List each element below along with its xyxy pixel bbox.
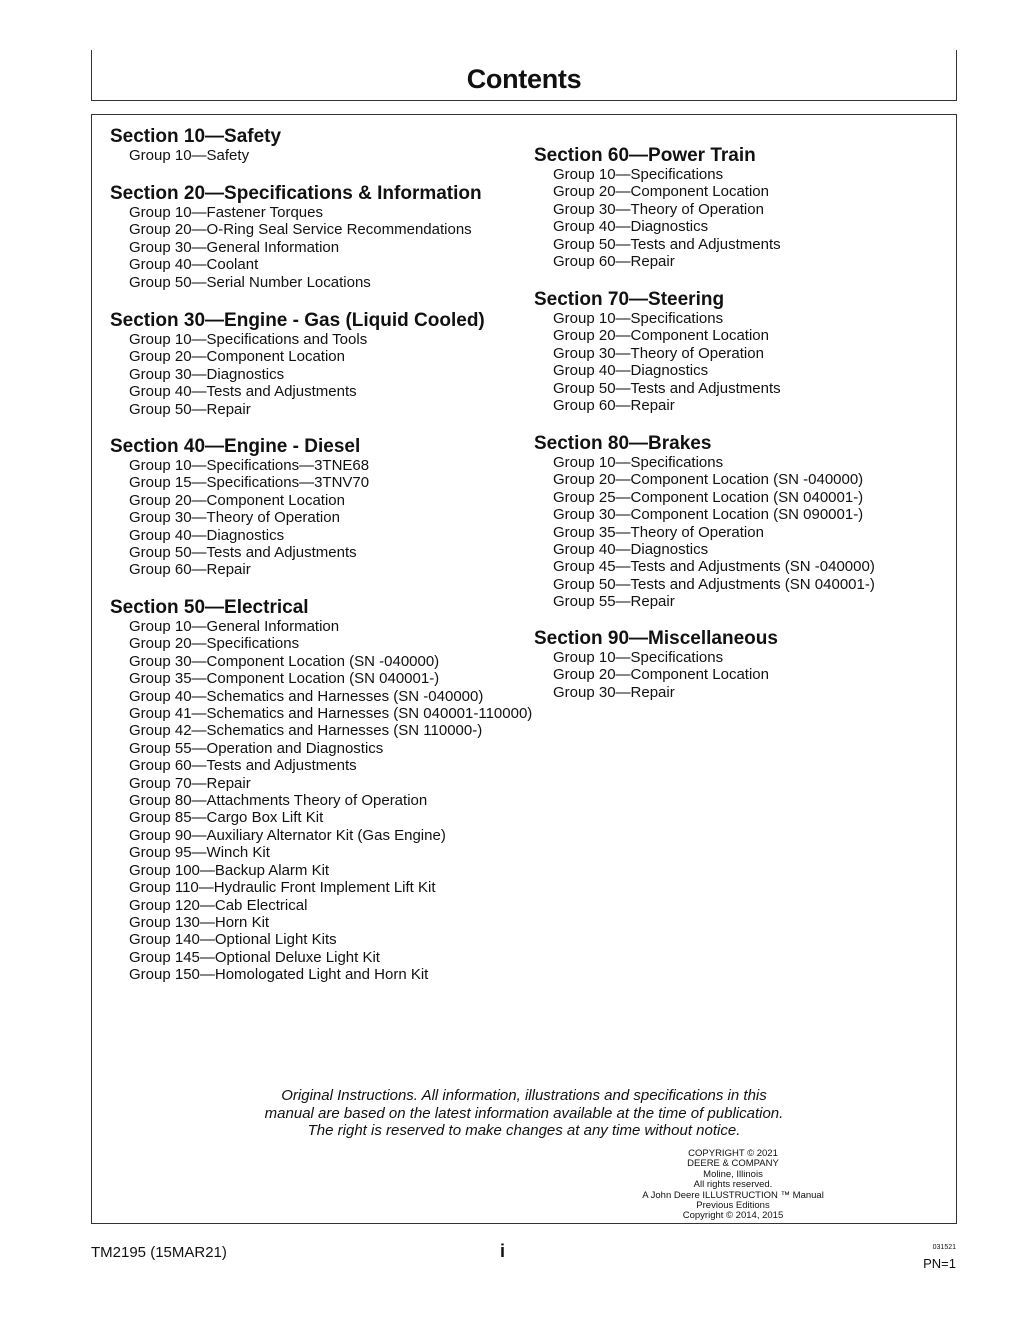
toc-group-entry[interactable]: Group 50—Serial Number Locations <box>129 273 371 291</box>
toc-group-entry[interactable]: Group 50—Tests and Adjustments <box>129 544 357 562</box>
toc-group-entry[interactable]: Group 20—Component Location <box>553 183 769 201</box>
toc-group-entry[interactable]: Group 40—Diagnostics <box>553 362 709 380</box>
copyright-block <box>602 1149 864 1222</box>
toc-section <box>110 183 482 291</box>
page-number: i <box>500 1241 506 1261</box>
toc-section <box>110 597 564 984</box>
section-title[interactable]: Section 20—Specifications & Information <box>110 183 482 204</box>
toc-group-entry[interactable]: Group 40—Diagnostics <box>553 218 709 236</box>
toc-group-entry[interactable]: Group 120—Cab Electrical <box>129 896 308 914</box>
page-pn: PN=1 <box>923 1256 956 1271</box>
toc-group-entry[interactable]: Group 10—Specifications <box>553 310 724 327</box>
toc-group-entry[interactable]: Group 41—Schematics and Harnesses (SN 040001-110000) <box>129 705 533 723</box>
toc-group-entry[interactable]: Group 25—Component Location (SN 040001-) <box>553 488 864 506</box>
toc-group-entry[interactable]: Group 10—Specifications <box>553 454 724 471</box>
section-title[interactable]: Section 50—Electrical <box>110 597 309 618</box>
toc-group-entry[interactable]: Group 100—Backup Alarm Kit <box>129 861 330 879</box>
section-title[interactable]: Section 40—Engine - Diesel <box>110 436 361 457</box>
page-title: Contents <box>466 64 582 94</box>
original-instructions-notice <box>92 1087 956 1140</box>
copyright-line: All rights reserved. <box>693 1179 773 1191</box>
section-title[interactable]: Section 70—Steering <box>534 289 725 310</box>
toc-group-entry[interactable]: Group 95—Winch Kit <box>129 844 270 862</box>
toc-group-entry[interactable]: Group 30—Component Location (SN -040000) <box>129 652 440 670</box>
notice-line: manual are based on the latest information available at the time of publication. <box>264 1104 784 1122</box>
toc-group-entry[interactable]: Group 20—Specifications <box>129 635 300 653</box>
toc-group-entry[interactable]: Group 50—Tests and Adjustments (SN 040001-) <box>553 575 875 593</box>
section-title[interactable]: Section 80—Brakes <box>534 433 712 454</box>
toc-group-entry[interactable]: Group 10—Safety <box>129 147 250 164</box>
toc-group-entry[interactable]: Group 130—Horn Kit <box>129 913 270 931</box>
notice-line: Original Instructions. All information, illustrations and specifications in this <box>281 1087 767 1104</box>
footer-code: 031521 <box>932 1244 956 1251</box>
toc-group-entry[interactable]: Group 40—Schematics and Harnesses (SN -040000) <box>129 687 484 705</box>
page-header <box>91 50 957 101</box>
copyright-line: COPYRIGHT © 2021 <box>688 1148 778 1159</box>
toc-group-entry[interactable]: Group 50—Tests and Adjustments <box>553 379 781 397</box>
toc-group-entry[interactable]: Group 140—Optional Light Kits <box>129 931 337 949</box>
copyright-line: A John Deere ILLUSTRUCTION ™ Manual <box>642 1189 824 1201</box>
toc-group-entry[interactable]: Group 20—Component Location <box>129 491 345 509</box>
toc-group-entry[interactable]: Group 70—Repair <box>129 774 251 792</box>
toc-group-entry[interactable]: Group 15—Specifications—3TNV70 <box>129 474 370 492</box>
toc-group-entry[interactable]: Group 80—Attachments Theory of Operation <box>129 792 428 810</box>
toc-group-entry[interactable]: Group 30—Repair <box>553 683 675 701</box>
toc-section <box>110 310 485 418</box>
toc-group-entry[interactable]: Group 42—Schematics and Harnesses (SN 110000-) <box>129 722 483 740</box>
toc-section <box>534 289 781 414</box>
toc-group-entry[interactable]: Group 20—Component Location <box>553 666 769 684</box>
toc-group-entry[interactable]: Group 55—Operation and Diagnostics <box>129 739 384 757</box>
section-title[interactable]: Section 90—Miscellaneous <box>534 628 778 649</box>
copyright-line: DEERE & COMPANY <box>687 1158 779 1170</box>
toc-group-entry[interactable]: Group 40—Coolant <box>129 256 259 274</box>
toc-group-entry[interactable]: Group 20—Component Location <box>553 327 769 345</box>
toc-group-entry[interactable]: Group 60—Repair <box>129 561 251 579</box>
toc-group-entry[interactable]: Group 10—Specifications <box>553 166 724 183</box>
copyright-line: Previous Editions <box>696 1200 770 1212</box>
toc-group-entry[interactable]: Group 35—Theory of Operation <box>553 523 764 541</box>
contents-panel <box>91 114 957 1224</box>
toc-section <box>534 433 875 611</box>
copyright-line: Copyright © 2014, 2015 <box>682 1210 784 1222</box>
toc-group-entry[interactable]: Group 60—Tests and Adjustments <box>129 757 357 775</box>
copyright-line: Moline, Illinois <box>703 1168 763 1180</box>
toc-group-entry[interactable]: Group 60—Repair <box>553 397 675 415</box>
toc-section <box>534 145 781 270</box>
toc-group-entry[interactable]: Group 40—Diagnostics <box>553 541 709 559</box>
toc-group-entry[interactable]: Group 10—Specifications—3TNE68 <box>129 457 370 474</box>
toc-group-entry[interactable]: Group 30—Theory of Operation <box>129 509 340 527</box>
toc-group-entry[interactable]: Group 10—General Information <box>129 618 340 635</box>
toc-group-entry[interactable]: Group 30—Theory of Operation <box>553 200 764 218</box>
toc-group-entry[interactable]: Group 10—Specifications <box>553 649 724 666</box>
toc-group-entry[interactable]: Group 145—Optional Deluxe Light Kit <box>129 948 380 966</box>
toc-section <box>110 436 369 579</box>
toc-group-entry[interactable]: Group 60—Repair <box>553 253 675 271</box>
toc-group-entry[interactable]: Group 90—Auxiliary Alternator Kit (Gas Engine) <box>129 826 446 844</box>
toc-section <box>534 628 778 701</box>
toc-group-entry[interactable]: Group 50—Repair <box>129 400 251 418</box>
toc-group-entry[interactable]: Group 20—O-Ring Seal Service Recommendations <box>129 221 472 239</box>
section-title[interactable]: Section 30—Engine - Gas (Liquid Cooled) <box>110 310 485 331</box>
notice-line: The right is reserved to make changes at any time without notice. <box>307 1122 741 1139</box>
toc-group-entry[interactable]: Group 30—Component Location (SN 090001-) <box>553 506 864 524</box>
toc-group-entry[interactable]: Group 10—Specifications and Tools <box>129 331 368 348</box>
toc-group-entry[interactable]: Group 30—Diagnostics <box>129 365 285 383</box>
toc-group-entry[interactable]: Group 110—Hydraulic Front Implement Lift Kit <box>129 879 436 897</box>
toc-group-entry[interactable]: Group 85—Cargo Box Lift Kit <box>129 809 324 827</box>
toc-group-entry[interactable]: Group 40—Diagnostics <box>129 526 285 544</box>
toc-section <box>110 126 281 164</box>
toc-group-entry[interactable]: Group 20—Component Location (SN -040000) <box>553 471 864 489</box>
section-title[interactable]: Section 10—Safety <box>110 126 282 147</box>
toc-group-entry[interactable]: Group 20—Component Location <box>129 348 345 366</box>
toc-group-entry[interactable]: Group 30—General Information <box>129 238 340 256</box>
toc-group-entry[interactable]: Group 55—Repair <box>553 593 675 611</box>
toc-group-entry[interactable]: Group 50—Tests and Adjustments <box>553 235 781 253</box>
toc-group-entry[interactable]: Group 35—Component Location (SN 040001-) <box>129 670 440 688</box>
toc-group-entry[interactable]: Group 150—Homologated Light and Horn Kit <box>129 966 429 984</box>
document-id: TM2195 (15MAR21) <box>91 1244 227 1261</box>
toc-group-entry[interactable]: Group 30—Theory of Operation <box>553 344 764 362</box>
toc-group-entry[interactable]: Group 40—Tests and Adjustments <box>129 383 357 401</box>
toc-group-entry[interactable]: Group 45—Tests and Adjustments (SN -040000) <box>553 558 875 576</box>
section-title[interactable]: Section 60—Power Train <box>534 145 756 166</box>
toc-group-entry[interactable]: Group 10—Fastener Torques <box>129 204 323 221</box>
